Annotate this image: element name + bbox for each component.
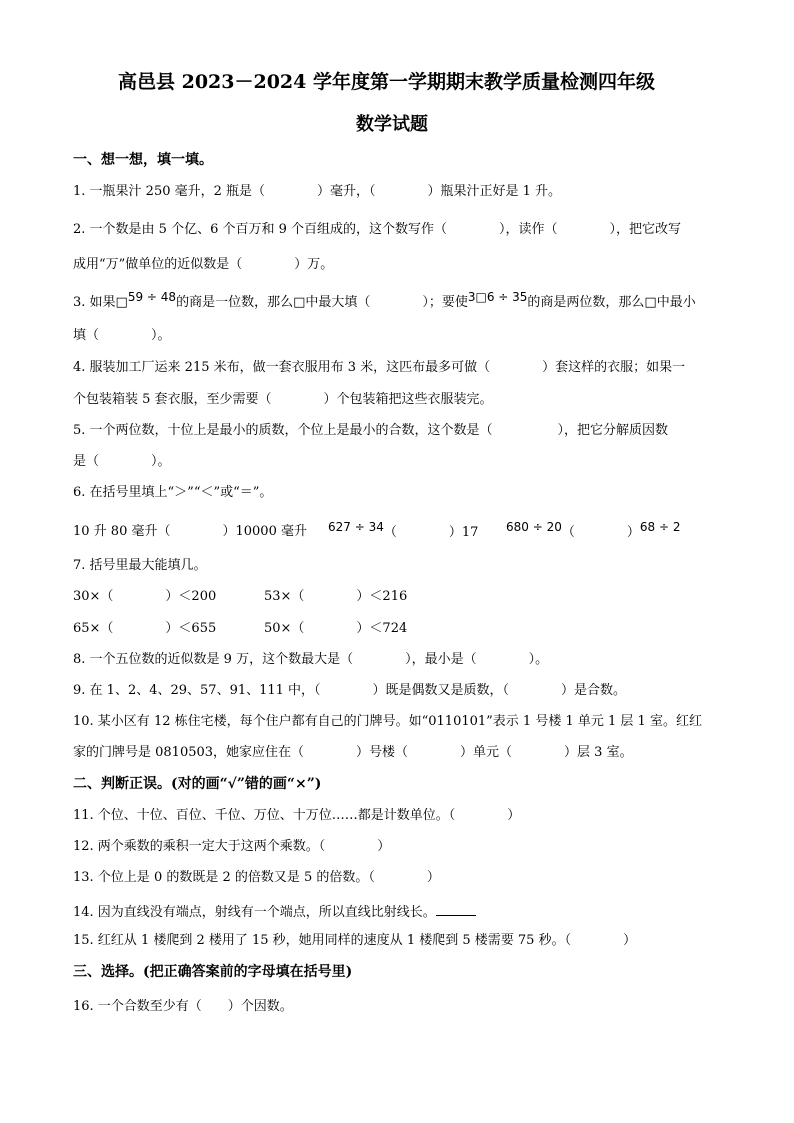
- question-6-item-c: [506, 520, 681, 542]
- question-16: 16. 一个合数至少有（ ）个因数。: [73, 999, 293, 1014]
- question-6-item-b-rest: （ ）17: [383, 525, 479, 540]
- question-10-line-1: 10. 某小区有 12 栋住宅楼，每个住户都有自己的门牌号。如“0110101”表示 1 号楼 1 单元 1 层 1 室。红红: [73, 714, 702, 729]
- question-6-item-c-mid: （ ）: [561, 525, 640, 540]
- question-6-math-c: 680 ÷ 20: [506, 520, 562, 534]
- question-5-line-1: 5. 一个两位数，十位上是最小的质数，个位上是最小的合数，这个数是（ ），把它分解质因数: [73, 423, 669, 438]
- question-2-line-2: 成用“万”做单位的近似数是（ ）万。: [73, 257, 334, 272]
- question-6-intro: 6. 在括号里填上“＞”“＜”或“＝”。: [73, 485, 273, 500]
- question-3-part-2: 的商是一位数，那么□中最大填（ ）；要使: [176, 295, 468, 310]
- question-4-line-1: 4. 服装加工厂运来 215 米布，做一套衣服用布 3 米，这匹布最多可做（ ）套这样的衣服；如果一: [73, 360, 686, 375]
- question-7-item: 53×（ ）＜216: [264, 589, 408, 604]
- question-6-math-b: 627 ÷ 34: [328, 520, 384, 534]
- question-4-line-2: 个包装箱装 5 套衣服，至少需要（ ）个包装箱把这些衣服装完。: [73, 392, 493, 407]
- question-10-line-2: 家的门牌号是 0810503，她家应住在（ ）号楼（ ）单元（ ）层 3 室。: [73, 745, 633, 760]
- question-7-item: 65×（ ）＜655: [73, 621, 217, 636]
- question-14: [73, 901, 476, 922]
- question-14-text: 14. 因为直线没有端点，射线有一个端点，所以直线比射线长。: [73, 905, 436, 920]
- question-8: 8. 一个五位数的近似数是 9 万，这个数最大是（ ），最小是（ ）。: [73, 652, 549, 667]
- question-3-math-2: 3□6 ÷ 35: [467, 290, 528, 304]
- answer-blank: [436, 901, 476, 916]
- question-3-line-2: 填（ ）。: [73, 328, 171, 343]
- question-2-line-1: 2. 一个数是由 5 个亿、6 个百万和 9 个百组成的，这个数写作（ ），读作（ ），把它改写: [73, 222, 682, 237]
- question-6-item-b: [328, 520, 479, 542]
- section-heading-3: 三、选择。(把正确答案前的字母填在括号里): [73, 964, 353, 980]
- question-3-line-1: [73, 290, 696, 312]
- question-7-item: 30×（ ）＜200: [73, 589, 217, 604]
- question-9: 9. 在 1、2、4、29、57、91、111 中，（ ）既是偶数又是质数，（ ）是合数。: [73, 683, 627, 698]
- question-6-math-c-right: 68 ÷ 2: [639, 520, 681, 534]
- question-3-math-1: 59 ÷ 48: [127, 290, 177, 304]
- question-11: 11. 个位、十位、百位、千位、万位、十万位……都是计数单位。（ ）: [73, 808, 521, 823]
- question-12: 12. 两个乘数的乘积一定大于这两个乘数。（ ）: [73, 839, 391, 854]
- question-13: 13. 个位上是 0 的数既是 2 的倍数又是 5 的倍数。（ ）: [73, 870, 440, 885]
- section-heading-1: 一、想一想，填一填。: [73, 152, 213, 168]
- page-title: 高邑县 2023－2024 学年度第一学期期末教学质量检测四年级: [118, 71, 655, 93]
- question-7-item: 50×（ ）＜724: [264, 621, 408, 636]
- question-5-line-2: 是（ ）。: [73, 454, 171, 469]
- question-1: 1. 一瓶果汁 250 毫升，2 瓶是（ ）毫升，（ ）瓶果汁正好是 1 升。: [73, 184, 562, 199]
- question-3-part-1: 3. 如果□: [73, 295, 128, 310]
- question-3-part-3: 的商是两位数，那么□中最小: [527, 295, 696, 310]
- question-15: 15. 红红从 1 楼爬到 2 楼用了 15 秒，她用同样的速度从 1 楼爬到 5 楼需要 75 秒。（ ）: [73, 933, 637, 948]
- question-7-intro: 7. 括号里最大能填几。: [73, 558, 207, 573]
- section-heading-2: 二、判断正误。(对的画“√”错的画“×”): [73, 776, 322, 792]
- question-6-item-a: 10 升 80 毫升（ ）10000 毫升: [73, 524, 307, 539]
- page-subtitle: 数学试题: [356, 114, 428, 135]
